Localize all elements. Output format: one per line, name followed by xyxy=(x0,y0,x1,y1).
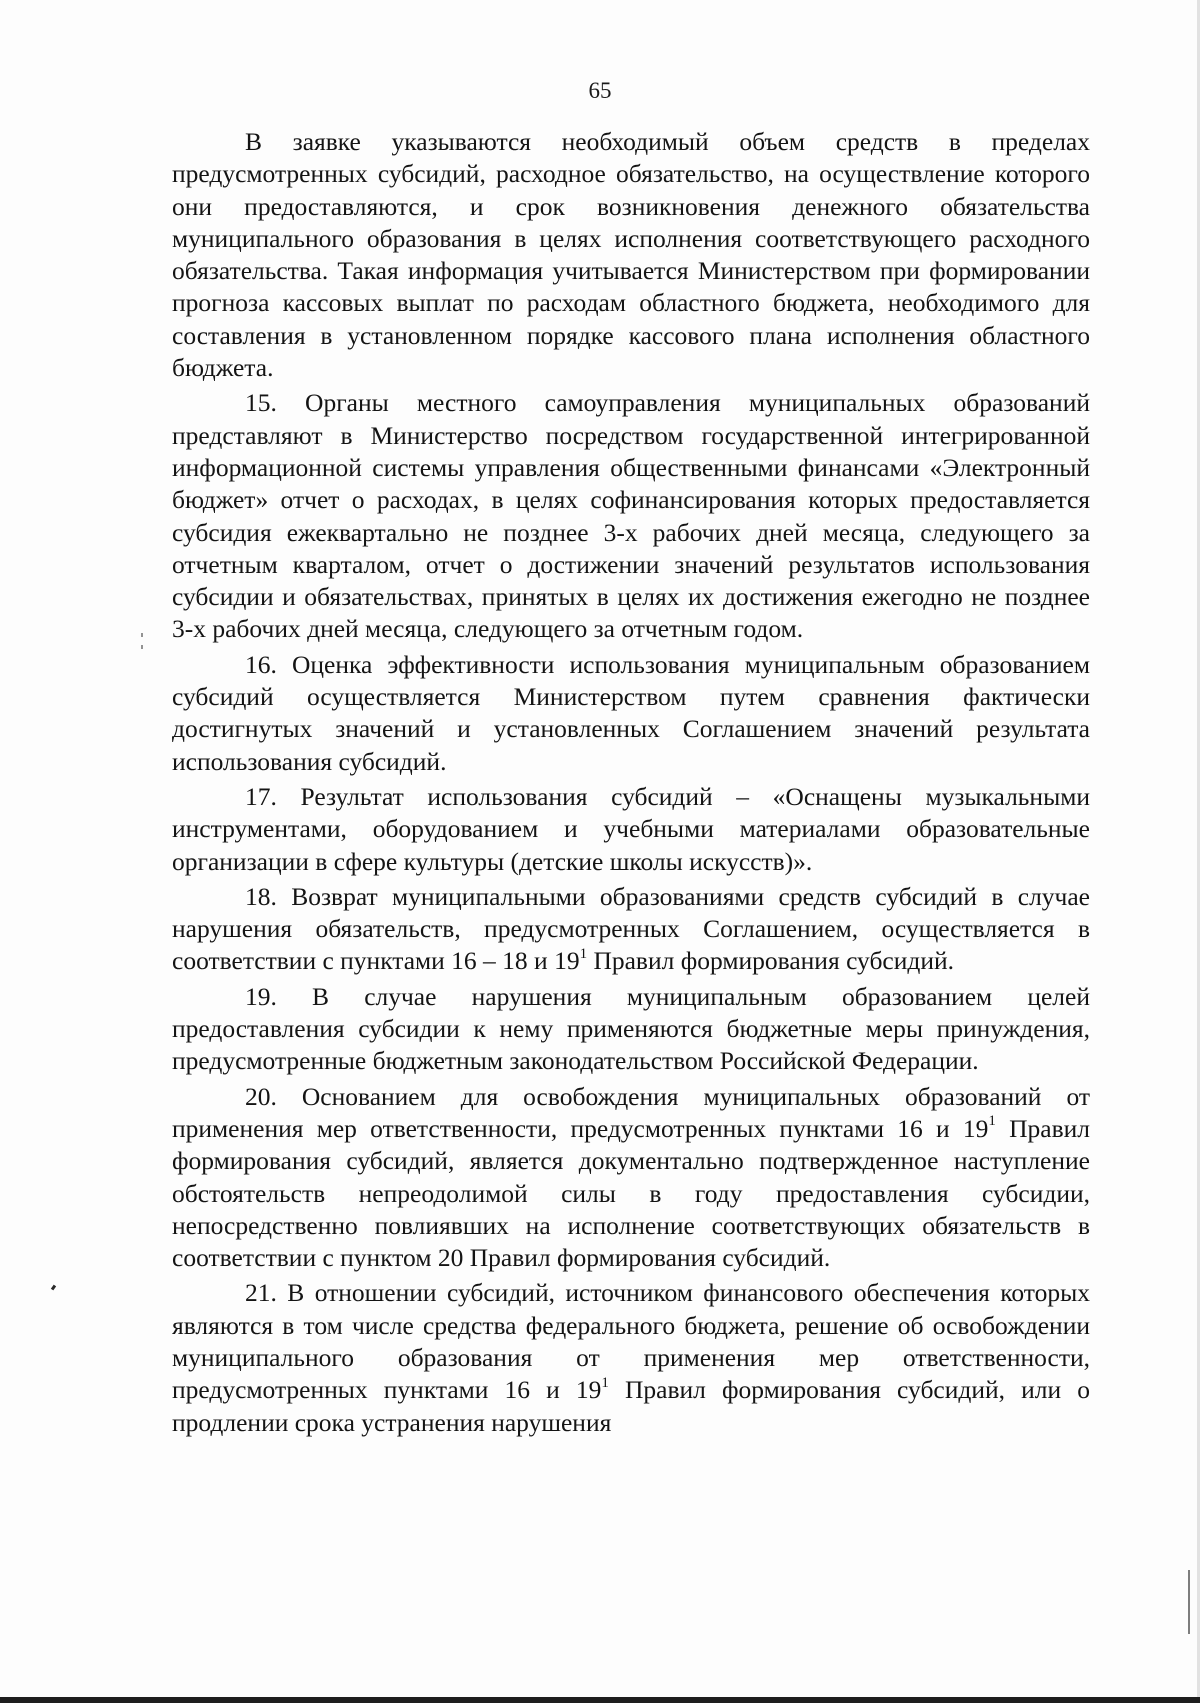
paragraph-16: 16. Оценка эффективности использования муниципальным образованием субсидий осуществляется Министерством путем сравнения фактически достигнутых значений и установленных Соглашением значений результата использования субсидий. xyxy=(172,649,1090,776)
paragraph-application-info: В заявке указываются необходимый объем средств в пределах предусмотренных субсидий, расходное обязательство, на осуществление которого они предоставляются, и срок возникновения денежного обязательства муниципального образования в целях исполнения соответствующего расходного обязательства. Такая информация учитывается Министерством при формировании прогноза кассовых выплат по расходам областного бюджета, необходимого для составления в установленном порядке кассового плана исполнения областного бюджета. xyxy=(172,127,1090,383)
page-bottom-edge xyxy=(0,1697,1200,1703)
paragraph-21-text-before: 21. В отношении субсидий, источником финансового обеспечения которых являются в том числе средства федерального бюджета, решение об освобождении муниципального образования от применения мер ответственности, предусмотренных пунктами 16 и 19 xyxy=(172,1278,1090,1405)
paragraph-18-superscript: 1 xyxy=(579,945,588,962)
paragraph-18-text-after: Правил формирования субсидий. xyxy=(587,946,955,976)
document-body xyxy=(172,126,1090,1439)
paragraph-20-text-before: 20. Основанием для освобождения муниципальных образований от применения мер ответственности, предусмотренных пунктами 16 и 19 xyxy=(172,1081,1090,1143)
paragraph-21-text-after: Правил формирования субсидий, или о продлении срока устранения нарушения xyxy=(172,1375,1091,1437)
scan-speck-1 xyxy=(51,1285,56,1291)
paragraph-18 xyxy=(172,881,1090,978)
paragraph-20-superscript: 1 xyxy=(988,1113,996,1130)
paragraph-15: 15. Органы местного самоуправления муниципальных образований представляют в Министерство посредством государственной интегрированной информационной системы управления общественными финансами «Электронный бюджет» отчет о расходах, в целях софинансирования которых предоставляется субсидия ежеквартально не позднее 3-х рабочих дней месяца, следующего за отчетным кварталом, отчет о достижении значений результатов использования субсидии и обязательствах, принятых в целях их достижения ежегодно не позднее 3-х рабочих дней месяца, следующего за отчетным годом. xyxy=(172,388,1090,644)
paragraph-19: 19. В случае нарушения муниципальным образованием целей предоставления субсидии к нему применяются бюджетные меры принуждения, предусмотренные бюджетным законодательством Российской Федерации. xyxy=(172,981,1090,1076)
paragraph-20-text-after: Правил формирования субсидий, является документально подтвержденное наступление обстоятельств непреодолимой силы в году предоставления субсидии, непосредственно повлиявших на исполнение соответствующих обязательств в соответствии с пунктом 20 Правил формирования субсидий. xyxy=(172,1113,1090,1273)
scan-speck-3 xyxy=(141,645,143,649)
scan-speck-4 xyxy=(1188,1570,1190,1634)
scan-speck-2 xyxy=(141,633,143,637)
paragraph-21-superscript: 1 xyxy=(601,1374,609,1391)
paragraph-18-text-before: 18. Возврат муниципальными образованиями средств субсидий в случае нарушения обязательств, предусмотренных Соглашением, осуществляется в соответствии с пунктами 16 – 18 и 19 xyxy=(172,881,1090,976)
paragraph-20 xyxy=(172,1081,1090,1275)
page-number: 65 xyxy=(588,78,612,103)
paragraph-21 xyxy=(172,1277,1090,1438)
paragraph-17: 17. Результат использования субсидий – «Оснащены музыкальными инструментами, оборудованием и учебными материалами образовательные организации в сфере культуры (детские школы искусств)». xyxy=(172,781,1090,876)
